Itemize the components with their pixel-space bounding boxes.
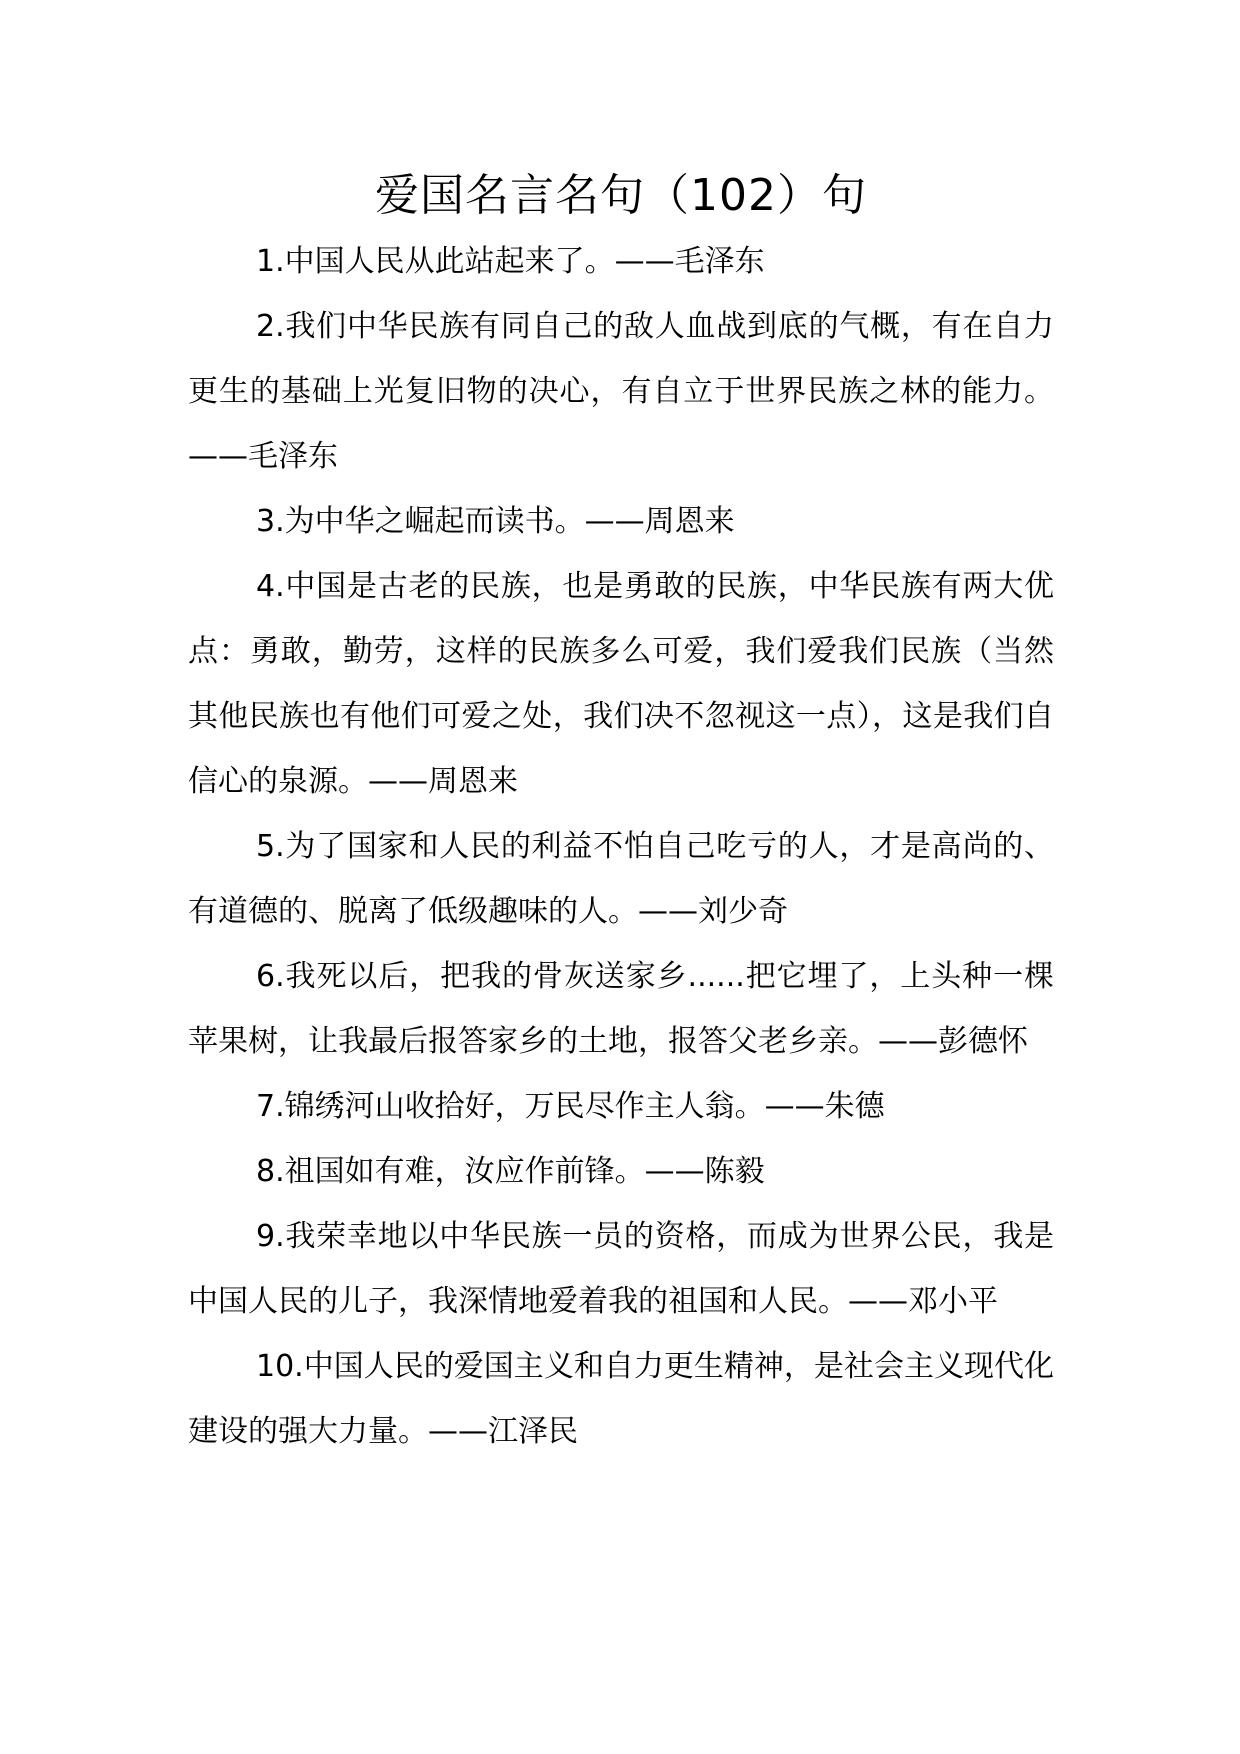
quote-item	[188, 944, 1054, 1074]
quote-item	[188, 229, 1054, 294]
quote-text: 我荣幸地以中华民族一员的资格，而成为世界公民，我是中国人民的儿子，我深情地爱着我的祖国和人民。——邓小平	[188, 1219, 1054, 1319]
quote-number: 3.	[256, 504, 285, 539]
quote-text: 中国人民的爱国主义和自力更生精神，是社会主义现代化建设的强大力量。——江泽民	[188, 1349, 1054, 1449]
quote-item	[188, 814, 1054, 944]
quote-item	[188, 1139, 1054, 1204]
quote-text: 祖国如有难，汝应作前锋。——陈毅	[284, 1154, 765, 1189]
quote-number: 7.	[256, 1089, 285, 1124]
quote-text: 中国人民从此站起来了。——毛泽东	[284, 244, 765, 279]
quote-text: 中国是古老的民族，也是勇敢的民族，中华民族有两大优点：勇敢，勤劳，这样的民族多么可爱，我们爱我们民族（当然其他民族也有他们可爱之处，我们决不忽视这一点），这是我们自信心的泉源。——周恩来	[188, 569, 1054, 799]
quote-number: 9.	[256, 1219, 285, 1254]
quote-number: 8.	[256, 1154, 285, 1189]
document-page	[188, 165, 1054, 1464]
quote-text: 为了国家和人民的利益不怕自己吃亏的人，才是高尚的、有道德的、脱离了低级趣味的人。——刘少奇	[188, 829, 1054, 929]
quote-number: 10.	[256, 1349, 304, 1384]
quote-item	[188, 554, 1054, 814]
quote-item	[188, 489, 1054, 554]
quote-number: 4.	[256, 569, 285, 604]
quote-number: 1.	[256, 244, 285, 279]
quote-text: 锦绣河山收拾好，万民尽作主人翁。——朱德	[284, 1089, 885, 1124]
quote-item	[188, 294, 1054, 489]
quote-number: 2.	[256, 309, 285, 344]
quote-number: 6.	[256, 959, 285, 994]
quote-text: 我们中华民族有同自己的敌人血战到底的气概，有在自力更生的基础上光复旧物的决心，有自立于世界民族之林的能力。——毛泽东	[188, 309, 1054, 474]
quote-number: 5.	[256, 829, 285, 864]
quote-item	[188, 1204, 1054, 1334]
quote-text: 我死以后，把我的骨灰送家乡......把它埋了，上头种一棵苹果树，让我最后报答家乡的土地，报答父老乡亲。——彭德怀	[188, 959, 1054, 1059]
document-title: 爱国名言名句（102）句	[375, 170, 867, 221]
quote-text: 为中华之崛起而读书。——周恩来	[284, 504, 735, 539]
quote-item	[188, 1334, 1054, 1464]
quote-item	[188, 1074, 1054, 1139]
